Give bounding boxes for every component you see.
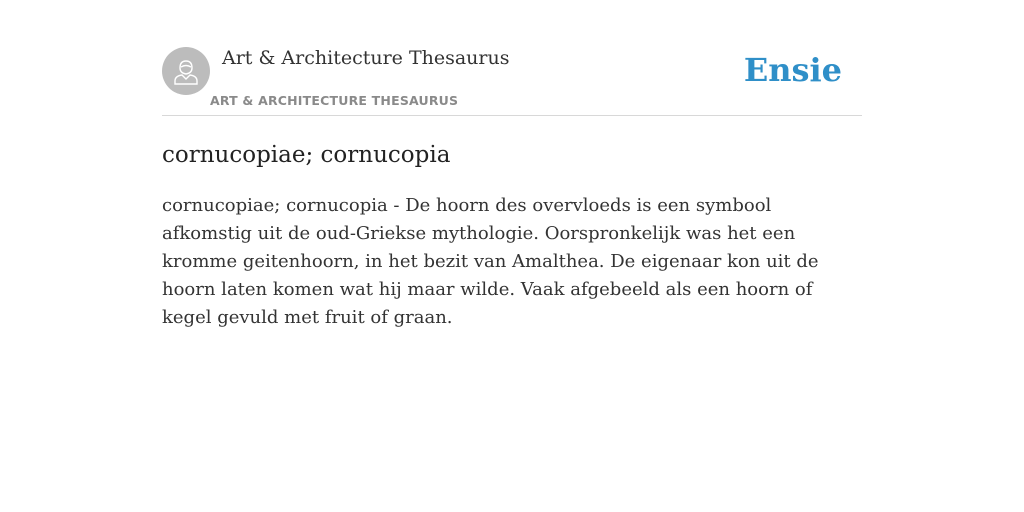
author-name[interactable]: Art & Architecture Thesaurus [222,47,510,69]
ensie-logo[interactable]: Ensie [743,51,842,89]
user-icon [171,56,201,86]
avatar[interactable] [162,47,210,95]
entry-header [162,40,862,116]
entry-title: cornucopiae; cornucopia [162,142,451,168]
source-label[interactable]: ART & ARCHITECTURE THESAURUS [210,93,459,108]
entry-definition: cornucopiae; cornucopia - De hoorn des overvloeds is een symbool afkomstig uit de oud-Griekse mythologie. Oorspronkelijk was het een kromme geitenhoorn, in het bezit van Amalthea. De eigenaar kon uit de hoorn laten komen wat hij maar wilde. Vaak afgebeeld als een hoorn of kegel gevuld met fruit of graan. [162,195,819,328]
